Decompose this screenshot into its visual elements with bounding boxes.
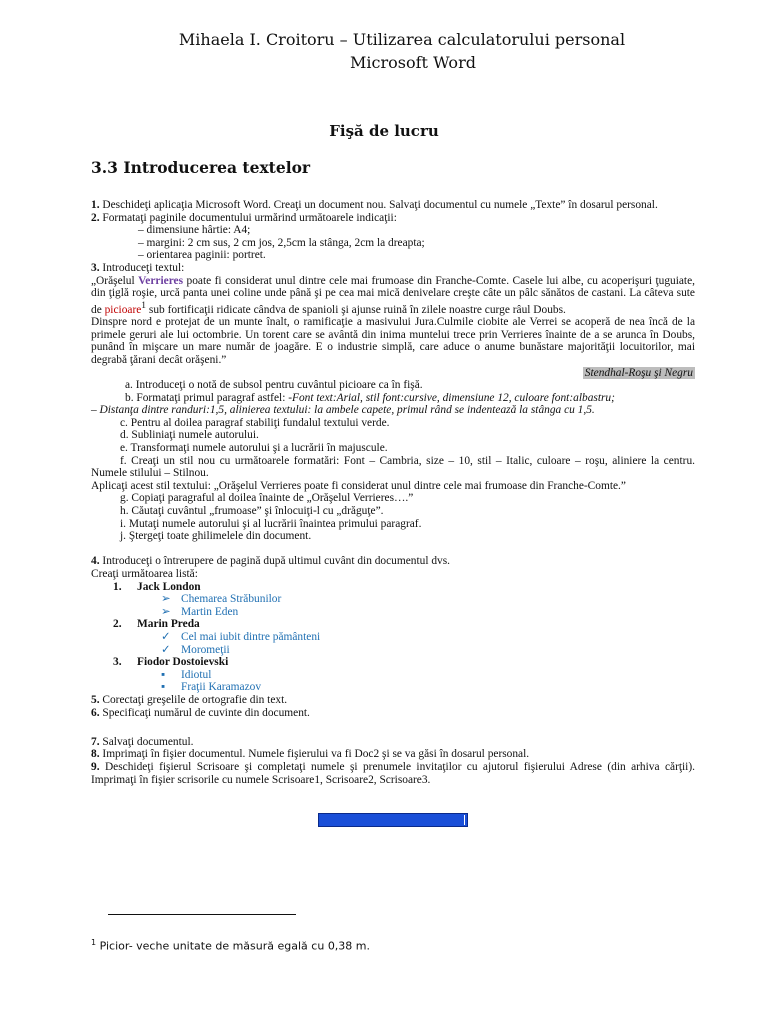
- task-f: f. Creaţi un stil nou cu următoarele formatări: Font – Cambria, size – 10, stil – Italic, culoare – roşu, aliniere la centru. Numele stilului – Stilnou.: [91, 454, 695, 480]
- task-i: i. Mutaţi numele autorului şi al lucrării înaintea primului paragraf.: [120, 517, 422, 530]
- footnote-mark: 1: [91, 938, 97, 947]
- task-g: g. Copiaţi paragraful al doilea înainte de „Orăşelul Verrieres….”: [120, 492, 414, 505]
- quote-source-text: Stendhal-Roşu şi Negru: [584, 366, 693, 379]
- item-text: Deschideţi fişierul Scrisoare şi completaţi numele şi prenumele invitaţilor cu ajutorul fişierului Adrese (din arhiva cărţii). Imprimaţi în fişier scrisorile cu numele Scrisoare1, Scrisoare2, Scrisoare3.: [91, 760, 695, 786]
- item-4: [91, 555, 695, 568]
- author-item: [91, 656, 695, 669]
- item-8: [91, 748, 695, 761]
- selection-highlight-bar[interactable]: [318, 813, 468, 827]
- author-item: [91, 581, 695, 594]
- item-text: Deschideţi aplicaţia Microsoft Word. Creaţi un document nou. Salvaţi documentul cu numele „Texte” în dosarul personal.: [99, 199, 658, 211]
- item-text: Introduceţi textul:: [99, 261, 185, 274]
- item-5: [91, 694, 695, 707]
- quote-source: [91, 367, 695, 380]
- verrieres-word: Verrieres: [138, 274, 184, 287]
- item-number: 7.: [91, 735, 100, 748]
- book-item: [91, 606, 695, 619]
- item-number: 9.: [91, 760, 100, 773]
- book-title: Martin Eden: [181, 605, 239, 618]
- book-title: Cel mai iubit dintre pământeni: [181, 630, 321, 643]
- book-item: [91, 644, 695, 657]
- bullet-icon: ➢: [161, 605, 171, 618]
- book-item: [91, 681, 695, 694]
- footnote: [91, 937, 370, 953]
- item-text: Introduceţi o întrerupere de pagină după ultimul cuvânt din documentul dvs.: [99, 555, 451, 568]
- author-name: Marin Preda: [137, 618, 200, 631]
- book-item: [91, 593, 695, 606]
- item-3: [91, 262, 695, 275]
- item-text: Formataţi paginile documentului urmărind următoarele indicaţii:: [99, 211, 397, 224]
- document-title: Fişă de lucru: [329, 122, 439, 140]
- task-b-continued: – Distanţa dintre randuri:1,5, alinierea textului: la ambele capete, primul rând se indentează la stânga cu 1,5.: [91, 404, 595, 417]
- task-c: c. Pentru al doilea paragraf stabiliţi fundalul textului verde.: [120, 416, 390, 429]
- item-2: [91, 212, 695, 225]
- item-number: 2.: [91, 211, 100, 224]
- bullet-icon: ✓: [161, 630, 171, 643]
- author-list: [91, 581, 695, 694]
- item-7: [91, 736, 695, 749]
- bullet-icon: ▪: [161, 668, 166, 681]
- header-line-2: Microsoft Word: [350, 53, 476, 72]
- task-h: h. Căutaţi cuvântul „frumoase” şi înlocuiţi-l cu „drăguţe”.: [120, 505, 384, 518]
- item-6: [91, 707, 695, 720]
- bullet-icon: ➢: [161, 593, 171, 606]
- apply-style: Aplicaţi acest stil textului: „Orăşelul Verrieres poate fi considerat unul dintre cele mai frumoase din Franche-Comte.”: [91, 479, 626, 492]
- item-number: 1.: [91, 199, 100, 211]
- author-number: 1.: [113, 580, 122, 593]
- item-text: Salvaţi documentul.: [99, 735, 194, 748]
- task-d: d. Subliniaţi numele autorului.: [120, 429, 259, 442]
- item-4-list-intro: Creaţi următoarea listă:: [91, 568, 198, 581]
- item-2-sub-b: – margini: 2 cm sus, 2 cm jos, 2,5cm la stânga, 2cm la dreapta;: [138, 236, 425, 249]
- item-2-sub-a: – dimensiune hârtie: A4;: [138, 224, 251, 237]
- item-text: Corectaţi greşelile de ortografie din text.: [99, 693, 288, 706]
- footnote-text: Picior- veche unitate de măsură egală cu 0,38 m.: [96, 939, 371, 953]
- author-name: Fiodor Dostoievski: [137, 656, 229, 669]
- footnote-separator: [108, 914, 296, 915]
- book-title: Moromeţii: [181, 643, 230, 656]
- item-number: 8.: [91, 748, 100, 761]
- picioare-word: picioare: [104, 303, 142, 316]
- author-name: Jack London: [137, 580, 201, 593]
- quote-paragraph-1: „Orăşelul Verrieres poate fi considerat unul dintre cele mai frumoase din Franche-Comte. Casele lui albe, cu acoperişuri ţuguiate, din ţiglă roşie, urcă panta unei coline unde până şi pe cea mai mică denivelare creşte câte un pâlc sănătos de castani. La câteva sute de picioare$^1$ sub fortificaţii ridicate cândva de spanioli şi ajunse ruină în zilele noastre curge râul Doubs.: [91, 274, 695, 316]
- item-1: [91, 199, 695, 212]
- book-title: Idiotul: [181, 668, 212, 681]
- book-item: [91, 669, 695, 682]
- quote-paragraph-2: Dinspre nord e protejat de un munte înalt, o ramificaţie a masivului Jura.Culmile ciobite ale Verrei se acoperă de nea încă de la primele geruri ale lui octombrie. Un torent care se avântă din inima muntelui trece prin Verrieres înainte de a se arunca în Doubs, punând în mişcare un mare număr de joagăre. E o industrie simplă, care aduce o anume bunăstare majorităţii locuitorilor, mai degrabă ţărani decât orăşeni.”: [91, 316, 695, 366]
- task-b: b. Formataţi primul paragraf astfel: -Font text:Arial, stil font:cursive, dimensiune 12, culoare font:albastru;: [125, 391, 615, 404]
- item-number: 6.: [91, 706, 100, 719]
- footnote-reference: 1: [141, 300, 147, 311]
- page-header: [0, 28, 768, 74]
- item-text: Specificaţi numărul de cuvinte din document.: [99, 706, 310, 719]
- header-line-1: Mihaela I. Croitoru – Utilizarea calculatorului personal: [178, 30, 626, 49]
- author-number: 2.: [113, 618, 122, 631]
- book-item: [91, 631, 695, 644]
- item-9: [91, 761, 695, 786]
- task-e: e. Transformaţi numele autorului şi a lucrării în majuscule.: [120, 442, 388, 455]
- item-number: 4.: [91, 555, 100, 568]
- book-title: Chemarea Străbunilor: [181, 593, 282, 606]
- item-2-sub-c: – orientarea paginii: portret.: [138, 249, 266, 262]
- item-number: 3.: [91, 261, 100, 274]
- author-item: [91, 618, 695, 631]
- author-number: 3.: [113, 656, 122, 669]
- item-number: 5.: [91, 693, 100, 706]
- document-body: [91, 199, 695, 786]
- task-a: a. Introduceţi o notă de subsol pentru cuvântul picioare ca în fişă.: [125, 379, 423, 392]
- bullet-icon: ✓: [161, 643, 171, 656]
- task-j: j. Ştergeţi toate ghilimelele din document.: [120, 530, 312, 543]
- item-text: Imprimaţi în fişier documentul. Numele fişierului va fi Doc2 şi se va găsi în dosarul personal.: [99, 748, 530, 761]
- section-title: 3.3 Introducerea textelor: [91, 158, 311, 177]
- book-title: Fraţii Karamazov: [181, 681, 262, 694]
- bullet-icon: ▪: [161, 681, 166, 694]
